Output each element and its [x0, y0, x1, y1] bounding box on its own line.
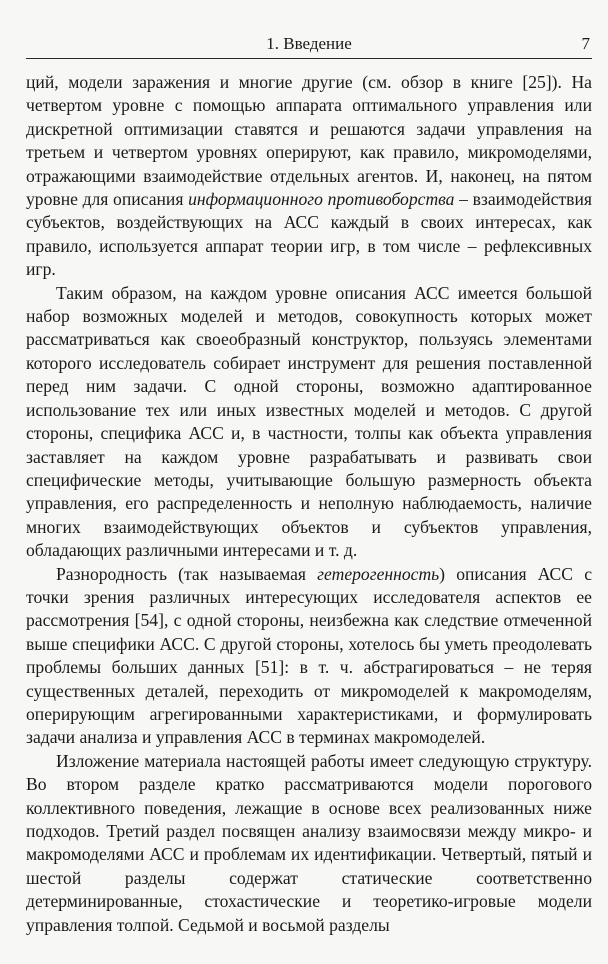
paragraph-1-text-1: ций, модели заражения и многие другие (см. обзор в книге [25]). На четвертом уровне с помощью аппарата оптимального управления или дискретной оптимизации ставятся и решаются задачи управления на третьем и четвертом уровнях оперируют, как правило, микромоделями, отражающими взаимодействие отдельных агентов. И, наконец, на пятом уровне для описания [26, 72, 592, 210]
paragraph-4-text: Изложение материала настоящей работы имеет следующую структуру. Во втором разделе кратко рассматриваются модели порогового коллективного поведения, лежащие в основе всех реализованных ниже подходов. Третий раздел посвящен анализу взаимосвязи между микро- и макромоделями АСС и проблемам их идентификации. Четвертый, пятый и шестой разделы содержат статические соответственно детерминированные, стохастические и теоретико-игровые модели управления толпой. Седьмой и восьмой разделы [26, 750, 592, 935]
page-number: 7 [581, 34, 590, 53]
paragraph-1-text-2: – взаимодействия субъектов, воздействующих на АСС каждый в своих интересах, как правило, используется аппарат теории игр, в том числе – рефлексивных игр. [26, 189, 592, 280]
paragraph-3-text-1: Разнородность (так называемая [56, 563, 318, 584]
paragraph-2 [26, 282, 592, 563]
paragraph-3 [26, 563, 592, 750]
paragraph-1 [26, 71, 592, 282]
chapter-title: 1. Введение [266, 34, 352, 53]
paragraph-3-italic-term: гетерогенность [317, 563, 440, 584]
paragraph-1-italic-term: информационного противоборства [188, 189, 455, 210]
book-page [26, 28, 592, 937]
paragraph-2-text: Таким образом, на каждом уровне описания АСС имеется большой набор возможных моделей и методов, совокупность которых может рассматриваться как своеобразный конструктор, пользуясь элементами которого исследователь собирает инструмент для решения поставленной перед ним задачи. С одной стороны, возможно адаптированное использование тех или иных известных моделей и методов. С другой стороны, специфика АСС и, в частности, толпы как объекта управления заставляет на каждом уровне разрабатывать и развивать свои специфические методы, учитывающие большую размерность объекта управления, его распределенность и неполную наблюдаемость, наличие многих взаимодействующих объектов и субъектов управления, обладающих различными интересами и т. д. [26, 282, 592, 561]
paragraph-4 [26, 750, 592, 937]
running-header [26, 28, 592, 59]
paragraph-3-text-2: ) описания АСС с точки зрения различных интересующих исследователя аспектов ее рассмотрения [54], с одной стороны, неизбежна как следствие отмеченной выше специфики АСС. С другой стороны, хотелось бы уметь преодолевать проблемы больших данных [51]: в т. ч. абстрагироваться – не теряя существенных деталей, переходить от микромоделей к макромоделям, оперирующим агрегированными характеристиками, и формулировать задачи анализа и управления АСС в терминах макромоделей. [26, 563, 592, 748]
body-text [26, 71, 592, 937]
